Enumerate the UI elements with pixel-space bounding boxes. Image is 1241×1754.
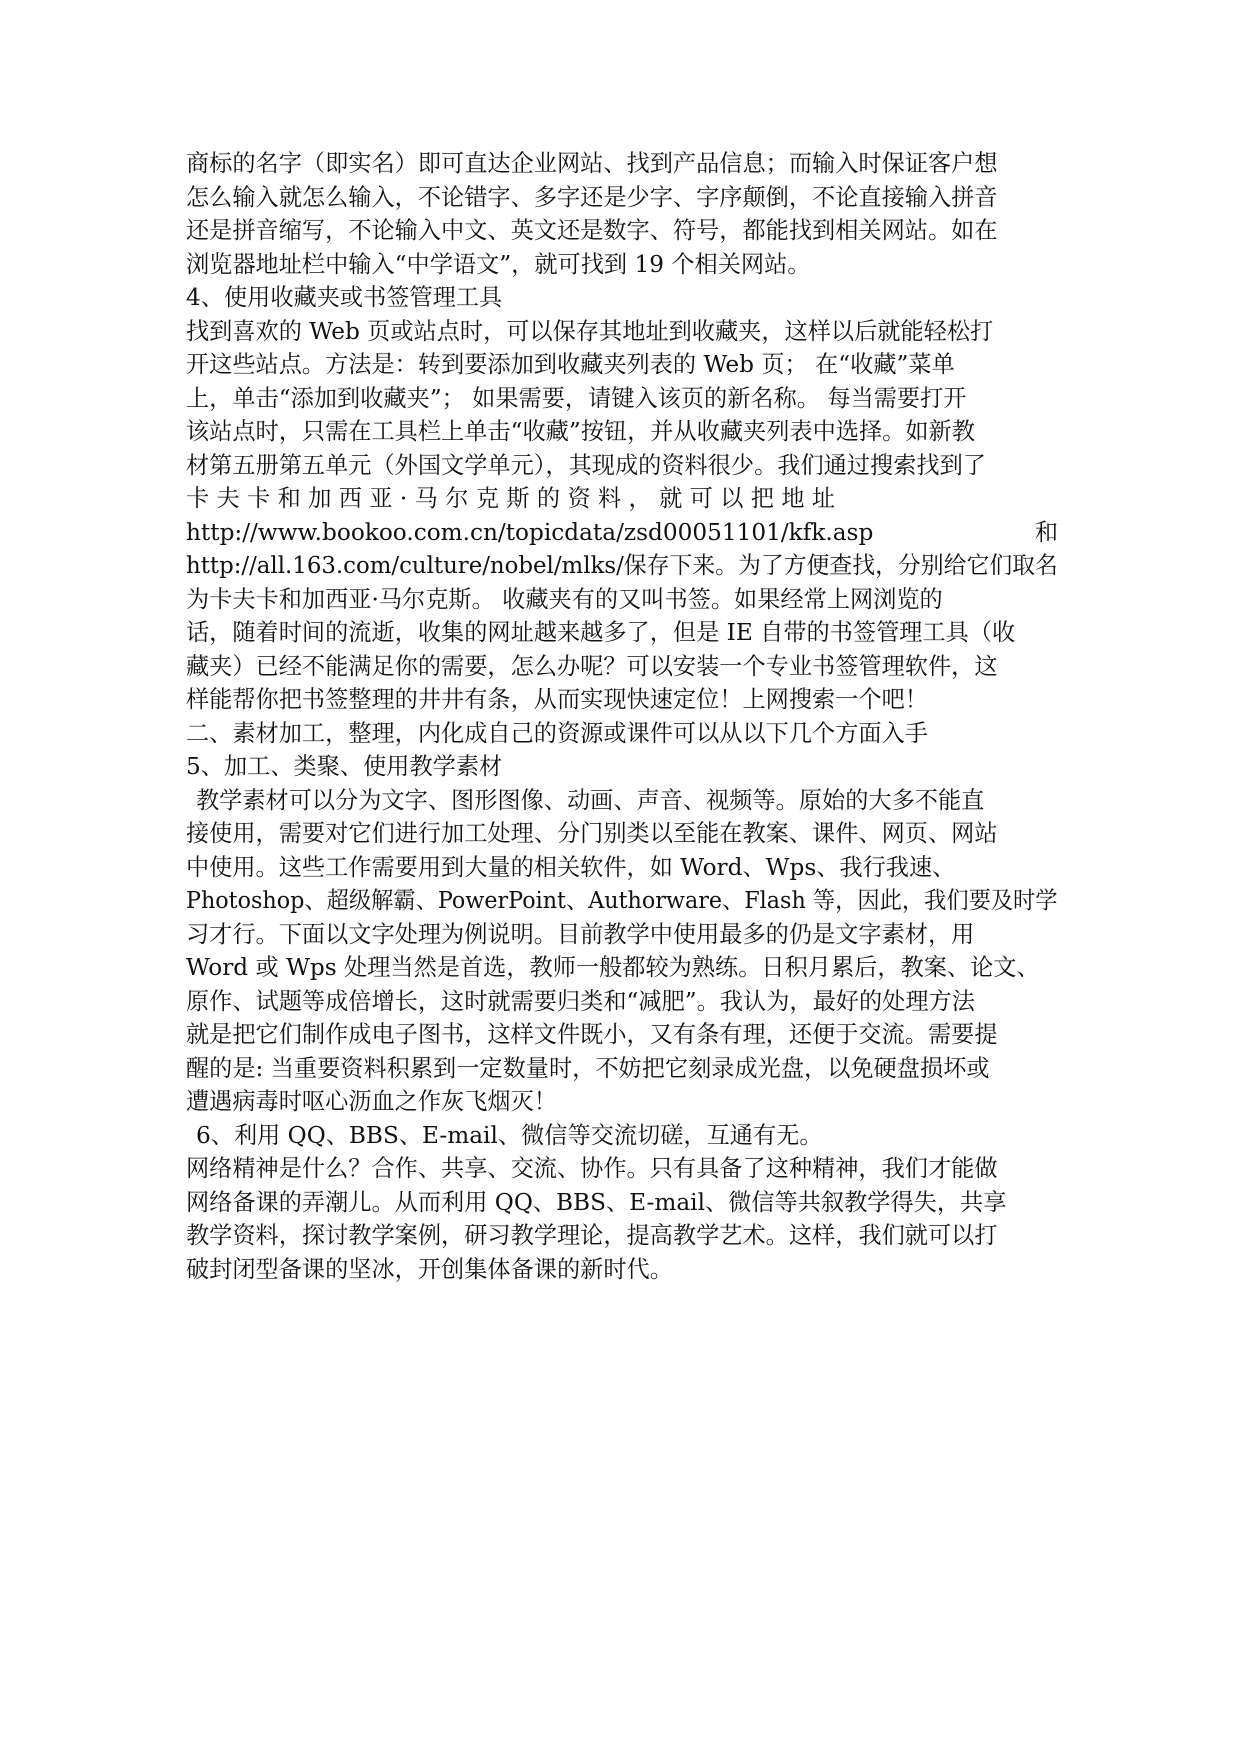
text-line: 中使用。这些工作需要用到大量的相关软件，如 Word、Wps、我行我速、 (186, 853, 956, 881)
text-line: 习才行。下面以文字处理为例说明。目前教学中使用最多的仍是文字素材，用 (186, 920, 975, 948)
text-line: 上，单击“添加到收藏夹”； 如果需要，请键入该页的新名称。 每当需要打开 (186, 384, 967, 412)
text-line: 教学资料，探讨教学案例，研习教学理论，提高教学艺术。这样，我们就可以打 (186, 1222, 998, 1249)
text-line: 破封闭型备课的坚冰，开创集体备课的新时代。 (186, 1255, 673, 1283)
text-line: http://all.163.com/culture/nobel/mlks/保存下来。为了方便查找，分别给它们取名 (186, 552, 1058, 579)
text-line: Word 或 Wps 处理当然是首选，教师一般都较为熟练。日积月累后，教案、论文、 (186, 954, 1040, 981)
text-line: 找到喜欢的 Web 页或站点时，可以保存其地址到收藏夹，这样以后就能轻松打 (186, 317, 994, 345)
section-heading: 二、素材加工，整理，内化成自己的资源或课件可以从以下几个方面入手 (186, 719, 928, 747)
text-line: 该站点时，只需在工具栏上单击“收藏”按钮，并从收藏夹列表中选择。如新教 (186, 418, 975, 445)
text-line: 藏夹）已经不能满足你的需要，怎么办呢？可以安装一个专业书签管理软件，这 (186, 652, 998, 680)
url-line (186, 516, 1058, 550)
text-line: 遭遇病毒时呕心沥血之作灰飞烟灭！ (186, 1088, 557, 1115)
text-line: 话，随着时间的流逝，收集的网址越来越多了，但是 IE 自带的书签管理工具（收 (186, 619, 1016, 646)
section-heading: 4、使用收藏夹或书签管理工具 (186, 284, 503, 311)
url-text: http://www.bookoo.com.cn/topicdata/zsd00051101/kfk.asp (186, 518, 874, 546)
conjunction-text: 和 (1034, 518, 1058, 546)
text-line: 浏览器地址栏中输入“中学语文”，就可找到 19 个相关网站。 (186, 250, 811, 278)
text-line: 卡 夫 卡 和 加 西 亚 · 马 尔 克 斯 的 资 料 ， 就 可 以 把 地 址 (186, 485, 836, 512)
text-line: 为卡夫卡和加西亚·马尔克斯。 收藏夹有的又叫书签。如果经常上网浏览的 (186, 585, 943, 613)
text-line: 样能帮你把书签整理的井井有条，从而实现快速定位！上网搜索一个吧！ (186, 686, 928, 713)
text-line: 网络备课的弄潮儿。从而利用 QQ、BBS、E-mail、微信等共叙教学得失，共享 (186, 1188, 1007, 1216)
text-line: 原作、试题等成倍增长，这时就需要归类和“减肥”。我认为，最好的处理方法 (186, 987, 975, 1015)
document-body (186, 147, 1058, 1286)
text-line: Photoshop、超级解霸、PowerPoint、Authorware、Flash 等，因此，我们要及时学 (186, 887, 1058, 914)
text-line: 就是把它们制作成电子图书，这样文件既小，又有条有理，还便于交流。需要提 (186, 1021, 998, 1048)
text-line: 醒的是: 当重要资料积累到一定数量时，不妨把它刻录成光盘，以免硬盘损坏或 (186, 1054, 990, 1082)
text-line: 教学素材可以分为文字、图形图像、动画、声音、视频等。原始的大多不能直 (196, 786, 985, 814)
text-line: 接使用，需要对它们进行加工处理、分门别类以至能在教案、课件、网页、网站 (186, 820, 998, 847)
section-heading: 6、利用 QQ、BBS、E-mail、微信等交流切磋，互通有无。 (196, 1121, 823, 1149)
section-heading: 5、加工、类聚、使用教学素材 (186, 753, 503, 780)
text-line: 怎么输入就怎么输入，不论错字、多字还是少字、字序颠倒，不论直接输入拼音 (186, 183, 998, 211)
text-line: 商标的名字（即实名）即可直达企业网站、找到产品信息；而输入时保证客户想 (186, 150, 998, 177)
text-line: 网络精神是什么？合作、共享、交流、协作。只有具备了这种精神，我们才能做 (186, 1155, 998, 1182)
text-line: 开这些站点。方法是：转到要添加到收藏夹列表的 Web 页； 在“收藏”菜单 (186, 351, 955, 378)
text-line: 还是拼音缩写，不论输入中文、英文还是数字、符号，都能找到相关网站。如在 (186, 217, 998, 244)
text-line: 材第五册第五单元（外国文学单元），其现成的资料很少。我们通过搜索找到了 (186, 451, 986, 479)
